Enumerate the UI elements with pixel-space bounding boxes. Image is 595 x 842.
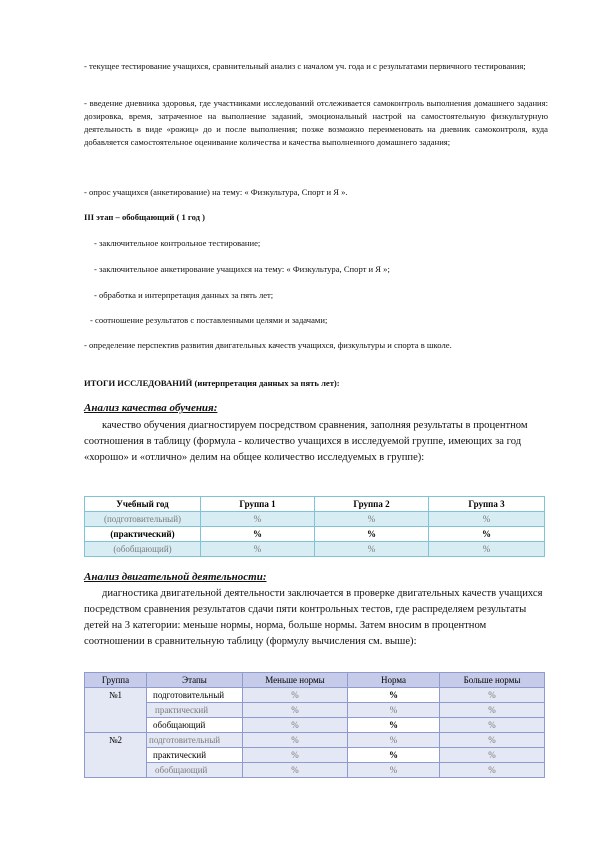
- paragraph-current-testing: - текущее тестирование учащихся, сравнительный анализ с началом уч. года и с результатами первичного тестирования;: [84, 61, 526, 71]
- table-cell: %: [429, 527, 545, 542]
- table-row: [85, 718, 545, 733]
- table-cell: практический: [147, 703, 243, 718]
- table-header: Группа 2: [315, 497, 429, 512]
- section2-heading: Анализ двигательной деятельности:: [84, 571, 267, 583]
- table-cell: %: [243, 748, 348, 763]
- table-header: Группа 1: [201, 497, 315, 512]
- table-cell: %: [243, 718, 348, 733]
- list-item: - определение перспектив развития двигательных качеств учащихся, физкультуры и спорта в школе.: [84, 340, 452, 350]
- table-cell: %: [440, 718, 545, 733]
- table-row: [85, 733, 545, 748]
- table-cell: (подготовительный): [85, 512, 201, 527]
- table-header: Меньше нормы: [243, 673, 348, 688]
- table-cell: обобщающий: [147, 763, 243, 778]
- table-cell: %: [348, 748, 440, 763]
- table-cell: %: [348, 763, 440, 778]
- table-cell: (практический): [85, 527, 201, 542]
- list-item: - соотношение результатов с поставленными целями и задачами;: [90, 315, 328, 325]
- table-cell: %: [429, 542, 545, 557]
- quality-table: [84, 496, 545, 557]
- section1-heading: Анализ качества обучения:: [84, 402, 218, 414]
- table-cell: практический: [147, 748, 243, 763]
- table-cell: %: [243, 763, 348, 778]
- list-item: - обработка и интерпретация данных за пять лет;: [94, 290, 274, 300]
- table-cell: обобщающий: [147, 718, 243, 733]
- table-cell: %: [201, 527, 315, 542]
- table-cell: %: [243, 733, 348, 748]
- table-cell: %: [315, 542, 429, 557]
- table-header: Группа 3: [429, 497, 545, 512]
- list-item: - заключительное анкетирование учащихся на тему: « Физкультура, Спорт и Я »;: [94, 264, 390, 274]
- table-cell: %: [440, 763, 545, 778]
- table-cell: %: [440, 688, 545, 703]
- table-header: Группа: [85, 673, 147, 688]
- table-row: [85, 527, 545, 542]
- table-row: [85, 688, 545, 703]
- table-cell: %: [348, 688, 440, 703]
- table-row: [85, 748, 545, 763]
- table-header: Этапы: [147, 673, 243, 688]
- table-header-row: [85, 497, 545, 512]
- list-item: - заключительное контрольное тестирование;: [94, 238, 261, 248]
- group-label: №1: [85, 688, 147, 733]
- table-header: Больше нормы: [440, 673, 545, 688]
- table-cell: %: [440, 733, 545, 748]
- group-label: №2: [85, 733, 147, 778]
- table-cell: %: [440, 703, 545, 718]
- table-row: [85, 703, 545, 718]
- table-cell: подготовительный: [147, 688, 243, 703]
- table-cell: подготовительный: [147, 733, 243, 748]
- table-row: [85, 542, 545, 557]
- table-cell: %: [348, 733, 440, 748]
- table-cell: %: [440, 748, 545, 763]
- table-header: Норма: [348, 673, 440, 688]
- paragraph-survey: - опрос учащихся (анкетирование) на тему: « Физкультура, Спорт и Я ».: [84, 187, 348, 197]
- results-heading: ИТОГИ ИССЛЕДОВАНИЙ (интерпретация данных за пять лет):: [84, 378, 340, 388]
- table-cell: %: [243, 703, 348, 718]
- section1-text: качество обучения диагностируем посредством сравнения, заполняя результаты в процентном соотношения в таблицу (формула - количество учащихся в исследуемой группе, имеющих за год «хорошо» и «отлично» делим на общее количество исследуемых в группе):: [84, 420, 528, 463]
- table-cell: %: [315, 512, 429, 527]
- table-cell: %: [429, 512, 545, 527]
- table-cell: %: [348, 703, 440, 718]
- table-header-row: [85, 673, 545, 688]
- table-cell: (обобщающий): [85, 542, 201, 557]
- table-row: [85, 763, 545, 778]
- table-cell: %: [315, 527, 429, 542]
- paragraph-health-diary: - введение дневника здоровья, где участниками исследований отслеживается самоконтроль выполнения домашнего задания: дозировка, время, затраченное на выполнение заданий, эмоциональный настрой на самостоятельную физкультурную деятельность в виде «рожиц» до и после выполнения; позже возможно переименовать на дневник самоконтроля, куда добавляется самостоятельное оценивание количества и качества выполненного домашнего задания;: [84, 98, 548, 147]
- motor-activity-table: [84, 672, 545, 778]
- table-cell: %: [348, 718, 440, 733]
- table-cell: %: [201, 512, 315, 527]
- table-cell: %: [243, 688, 348, 703]
- table-header: Учебный год: [85, 497, 201, 512]
- table-cell: %: [201, 542, 315, 557]
- stage3-heading: III этап – обобщающий ( 1 год ): [84, 212, 206, 222]
- section2-text: диагностика двигательной деятельности заключается в проверке двигательных качеств учащихся посредством сравнения результатов сдачи пяти контрольных тестов, где распределяем результаты детей на 3 категории: меньше нормы, норма, больше нормы. Затем вносим в процентном соотношении в сравнительную таблицу (формулу вычисления см. выше):: [84, 588, 543, 647]
- table-row: [85, 512, 545, 527]
